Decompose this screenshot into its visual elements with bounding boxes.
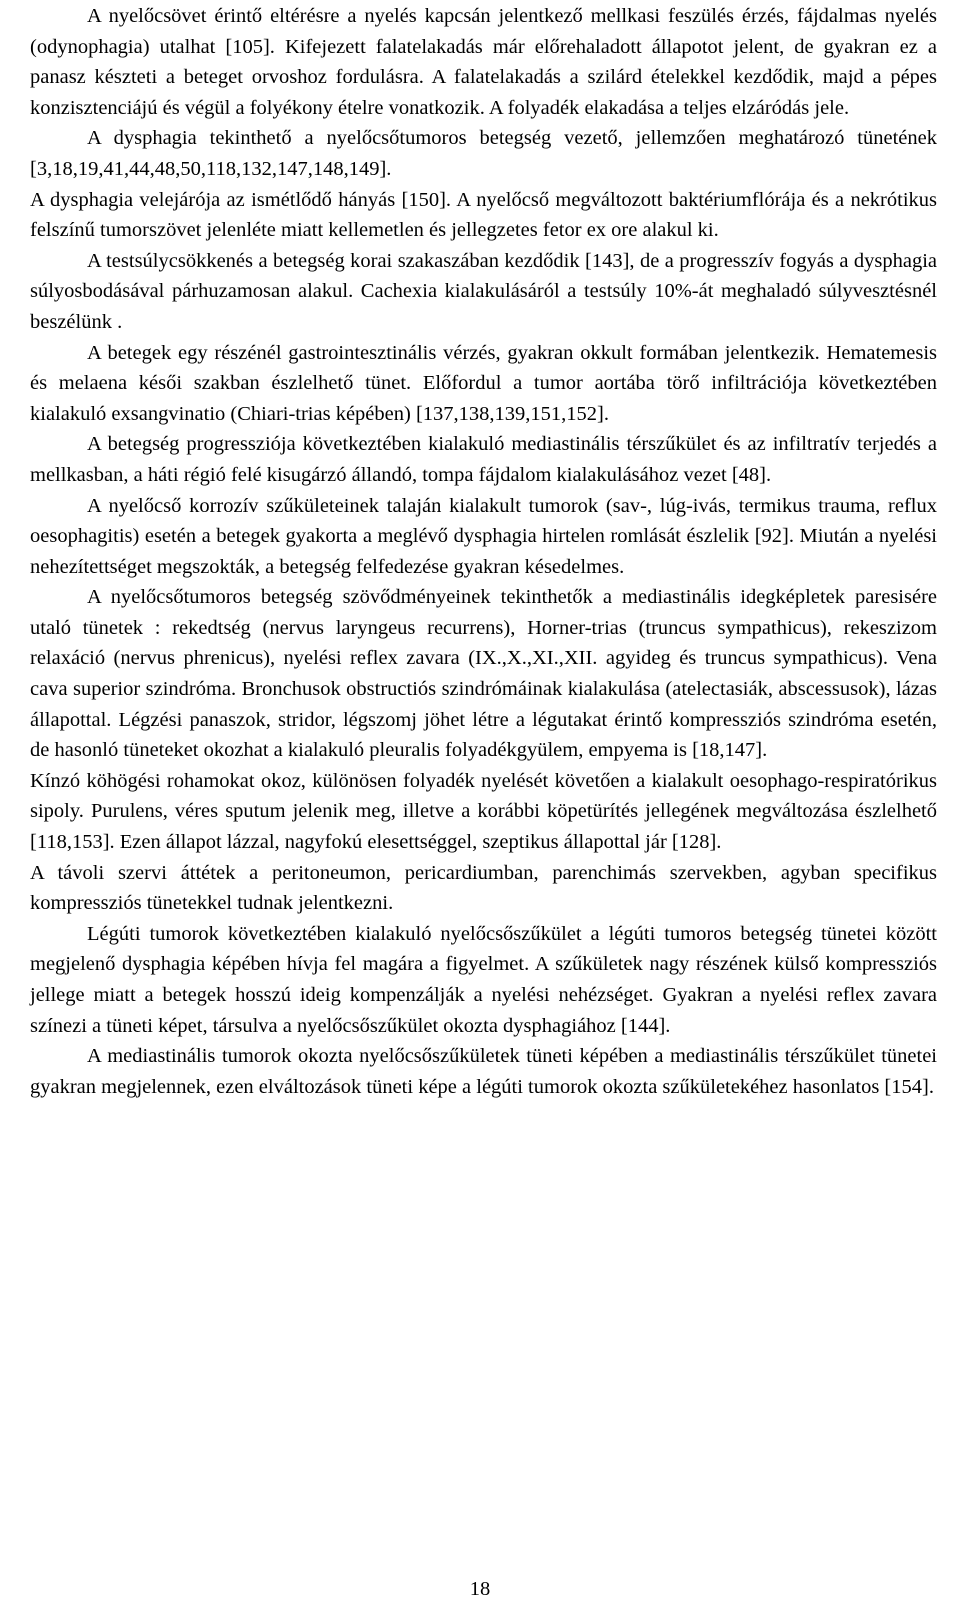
paragraph-mediastinal-pain: A betegség progressziója következtében kialakuló mediastinális térszűkület és az infiltratív terjedés a mellkasban, a háti régió felé kisugárzó állandó, tompa fájdalom kialakulásához vezet [48]. (30, 433, 937, 486)
paragraph-swallowing-symptoms: A nyelőcsövet érintő eltérésre a nyelés kapcsán jelentkező mellkasi feszülés érzés, fájdalmas nyelés (odynophagia) utalhat [105]. Kifejezett falatelakadás már előrehaladott állapotot jelent, de gyakran ez a panasz készteti a beteget orvoshoz fordulásra. A falatelakadás a szilárd ételekkel kezdődik, majd a pépes konzisztenciájú és végül a folyékony ételre vonatkozik. A folyadék elakadása a teljes elzáródás jele. (30, 5, 937, 119)
paragraph-distant-metastases: A távoli szervi áttétek a peritoneumon, pericardiumban, parenchimás szervekben, agyban specifikus kompressziós tünetekkel tudnak jelentkezni. (30, 861, 937, 915)
document-page (30, 0, 937, 1102)
paragraph-complications: A nyelőcsőtumoros betegség szövődményeinek tekinthetők a mediastinális idegképletek paresisére utaló tünetek : rekedtség (nervus laryngeus recurrens), Horner-trias (truncus sympathicus), rekeszizom relaxáció (nervus phrenicus), nyelési reflex zavara (IX.,X.,XI.,XII. agyideg és truncus sympathicus). Vena cava superior szindróma. Bronchusok obstructiós szindrómáinak kialakulása (atelectasiák, abscessusok), lázas állapottal. Légzési panaszok, stridor, légszomj jöhet létre a légutakat érintő kompressziós szindróma esetén, de hasonló tüneteket okozhat a kialakuló pleuralis folyadékgyülem, empyema is [18,147]. (30, 586, 937, 762)
paragraph-fistula-cough: Kínzó köhögési rohamokat okoz, különösen folyadék nyelését követően a kialakult oesophago-respiratórikus sipoly. Purulens, véres sputum jelenik meg, illetve a korábbi köpetürítés jellegének megváltozása észlelhető [118,153]. Ezen állapot lázzal, nagyfokú elesettséggel, szeptikus állapottal jár [128]. (30, 769, 937, 854)
paragraph-weight-loss: A testsúlycsökkenés a betegség korai szakaszában kezdődik [143], de a progresszív fogyás a dysphagia súlyosbodásával párhuzamosan alakul. Cachexia kialakulásáról a testsúly 10%-át meghaladó súlyvesztésnél beszélünk . (30, 249, 937, 333)
paragraph-corrosive-stricture: A nyelőcső korrozív szűkületeinek talaján kialakult tumorok (sav-, lúg-ivás, termikus trauma, reflux oesophagitis) esetén a betegek gyakorta a meglévő dysphagia hirtelen romlását észlelik [92]. Miután a nyelési nehezítettséget megszokták, a betegség felfedezése gyakran késedelmes. (30, 494, 937, 578)
paragraph-airway-tumors: Légúti tumorok következtében kialakuló nyelőcsőszűkület a légúti tumoros betegség tünetei között megjelenő dysphagia képében hívja fel magára a figyelmet. A szűkületek nagy részének külső kompressziós jellege miatt a betegek hosszú ideig kompenzálják a nyelési nehézséget. Gyakran a nyelési reflex zavara színezi a tüneti képet, társulva a nyelőcsőszűkület okozta dysphagiához [144]. (30, 922, 937, 1037)
page-number: 18 (469, 1578, 491, 1600)
paragraph-vomiting-fetor: A dysphagia velejárója az ismétlődő hányás [150]. A nyelőcső megváltozott baktériumflórája és a nekrótikus felszínű tumorszövet jelenléte miatt kellemetlen és jellegzetes fetor ex ore alakul ki. (30, 188, 937, 242)
paragraph-mediastinal-tumors: A mediastinális tumorok okozta nyelőcsőszűkületek tüneti képében a mediastinális térszűkület tünetei gyakran megjelennek, ezen elváltozások tüneti képe a légúti tumorok okozta szűkületekéhez hasonlatos [154]. (30, 1045, 937, 1098)
paragraph-gi-bleeding: A betegek egy részénél gastrointesztinális vérzés, gyakran okkult formában jelentkezik. Hematemesis és melaena késői szakban észlelhető tünet. Előfordul a tumor aortába törő infiltrációja következtében kialakuló exsangvinatio (Chiari-trias képében) [137,138,139,151,152]. (30, 341, 937, 425)
paragraph-dysphagia-leading-symptom: A dysphagia tekinthető a nyelőcsőtumoros betegség vezető, jellemzően meghatározó tünetének [3,18,19,41,44,48,50,118,132,147,148,149]. (30, 127, 937, 180)
